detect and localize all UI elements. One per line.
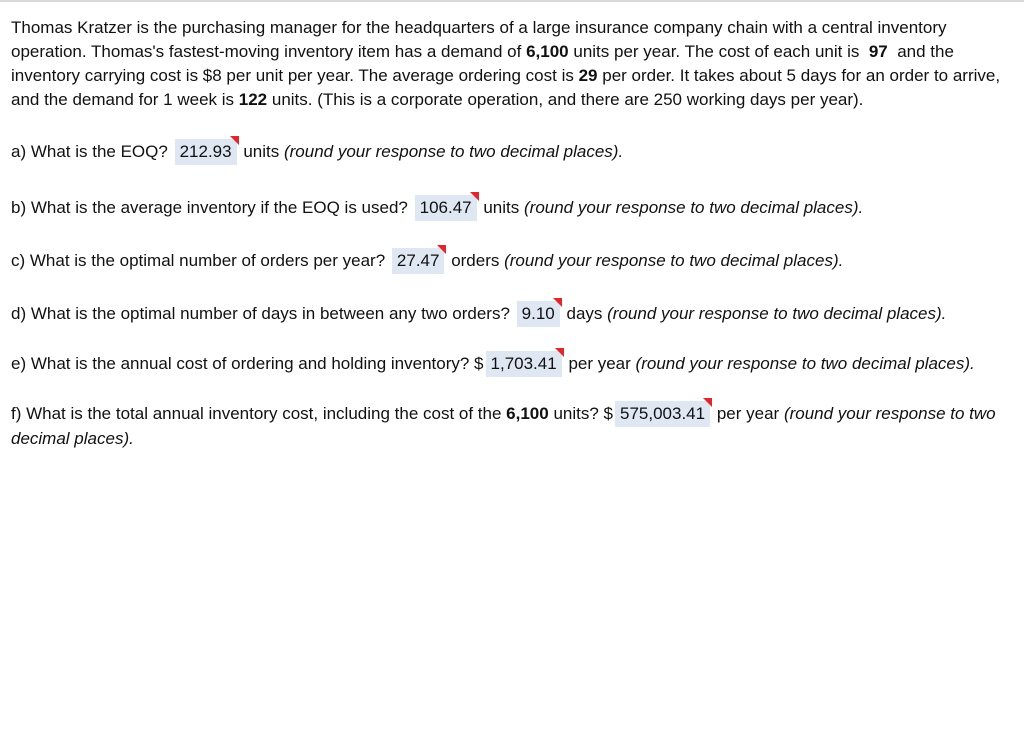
weekly-demand-value: 122 xyxy=(238,90,268,109)
annual-demand-value: 6,100 xyxy=(526,42,569,61)
top-divider xyxy=(0,0,1024,2)
question-d-hint: (round your response to two decimal places). xyxy=(607,304,947,323)
incorrect-flag-icon xyxy=(437,245,446,254)
question-f xyxy=(11,401,1015,451)
question-a-prompt: a) What is the EOQ? xyxy=(11,142,168,161)
question-c xyxy=(11,248,1015,274)
answer-e-field[interactable] xyxy=(486,351,562,377)
question-b-prompt: b) What is the average inventory if the EOQ is used? xyxy=(11,198,408,217)
ordering-cost-value: 29 xyxy=(578,66,598,85)
incorrect-flag-icon xyxy=(230,136,239,145)
question-e-hint: (round your response to two decimal places). xyxy=(635,354,975,373)
intro-text-5: units. (This is a corporate operation, and there are 250 working days per year). xyxy=(271,90,864,109)
question-e-unit: per year xyxy=(568,354,631,373)
question-d-unit: days xyxy=(566,304,603,323)
intro-text-3: and the inventory carrying cost is $8 per unit per year. The average ordering cost is xyxy=(11,42,954,85)
question-b-hint: (round your response to two decimal places). xyxy=(524,198,864,217)
problem-content xyxy=(11,16,1015,478)
question-f-hint: (round your response to two decimal places). xyxy=(11,404,996,448)
answer-d-value: 9.10 xyxy=(521,304,555,323)
question-a xyxy=(11,139,1015,165)
question-f-units-value: 6,100 xyxy=(506,404,549,423)
question-b-unit: units xyxy=(483,198,520,217)
answer-b-field[interactable] xyxy=(415,195,477,221)
answer-a-value: 212.93 xyxy=(179,142,232,161)
incorrect-flag-icon xyxy=(703,398,712,407)
answer-e-value: 1,703.41 xyxy=(490,354,557,373)
question-d xyxy=(11,301,1015,327)
problem-statement xyxy=(11,16,1015,112)
question-f-prompt-post: units? $ xyxy=(553,404,613,423)
question-c-hint: (round your response to two decimal places). xyxy=(504,251,844,270)
intro-text-4: per order. It takes about 5 days for an order to arrive, and the demand for 1 week is xyxy=(11,66,1001,109)
answer-c-value: 27.47 xyxy=(396,251,440,270)
answer-c-field[interactable] xyxy=(392,248,445,274)
intro-text-2: units per year. The cost of each unit is xyxy=(573,42,860,61)
question-f-prompt-pre: f) What is the total annual inventory cost, including the cost of the xyxy=(11,404,502,423)
answer-a-field[interactable] xyxy=(175,139,237,165)
answer-b-value: 106.47 xyxy=(419,198,472,217)
incorrect-flag-icon xyxy=(470,192,479,201)
unit-cost-value: 97 xyxy=(868,42,888,61)
question-a-hint: (round your response to two decimal places). xyxy=(283,142,624,161)
question-f-unit: per year xyxy=(716,404,780,423)
question-c-prompt: c) What is the optimal number of orders per year? xyxy=(11,251,386,270)
question-e xyxy=(11,351,1015,377)
question-b xyxy=(11,195,1015,221)
question-c-unit: orders xyxy=(451,251,500,270)
answer-d-field[interactable] xyxy=(517,301,560,327)
intro-text-1: Thomas Kratzer is the purchasing manager for the headquarters of a large insurance company chain with a central inventory operation. Thomas's fastest-moving inventory item has a demand of xyxy=(11,18,947,61)
answer-f-field[interactable] xyxy=(615,401,710,427)
question-d-prompt: d) What is the optimal number of days in between any two orders? xyxy=(11,304,510,323)
incorrect-flag-icon xyxy=(555,348,564,357)
question-a-unit: units xyxy=(243,142,280,161)
answer-f-value: 575,003.41 xyxy=(620,404,706,423)
question-e-prompt: e) What is the annual cost of ordering and holding inventory? $ xyxy=(11,354,484,373)
incorrect-flag-icon xyxy=(553,298,562,307)
